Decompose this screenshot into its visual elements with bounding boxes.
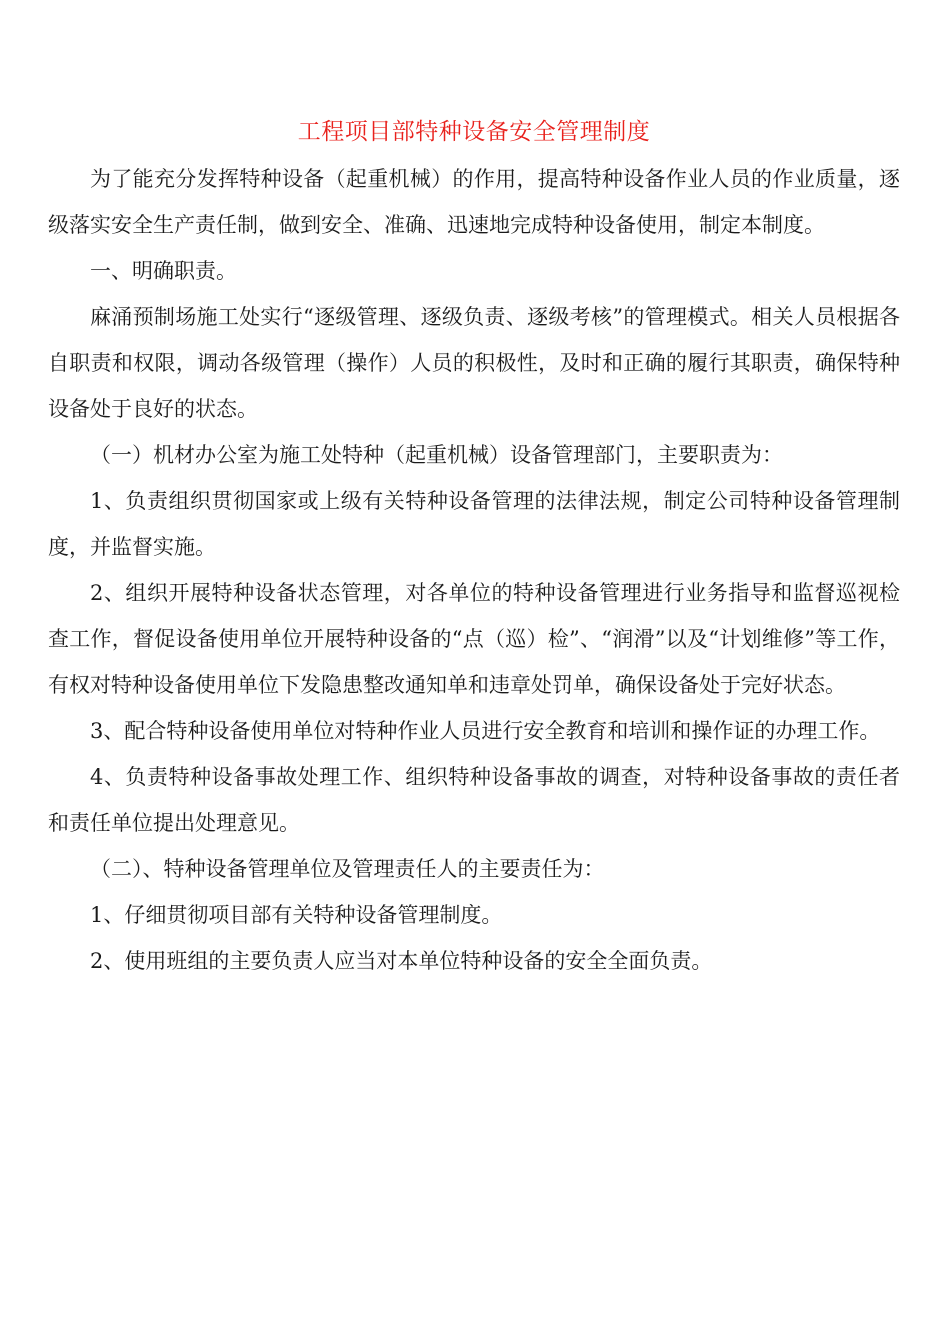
- responsibility-item-1: 1、仔细贯彻项目部有关特种设备管理制度。: [90, 903, 503, 927]
- duty-item-4: 4、负责特种设备事故处理工作、组织特种设备事故的调查，对特种设备事故的责任者和责任单位提出处理意见。: [48, 765, 900, 835]
- document-page: [48, 110, 900, 984]
- intro-paragraph: 为了能充分发挥特种设备（起重机械）的作用，提高特种设备作业人员的作业质量，逐级落实安全生产责任制，做到安全、准确、迅速地完成特种设备使用，制定本制度。: [48, 167, 900, 237]
- responsibility-item-2: 2、使用班组的主要负责人应当对本单位特种设备的安全全面负责。: [90, 949, 713, 973]
- subsection-heading-2: （二）、特种设备管理单位及管理责任人的主要责任为：: [90, 857, 605, 881]
- management-model-paragraph: 麻涌预制场施工处实行“逐级管理、逐级负责、逐级考核”的管理模式。相关人员根据各自职责和权限，调动各级管理（操作）人员的积极性，及时和正确的履行其职责，确保特种设备处于良好的状态。: [48, 305, 900, 421]
- duty-item-3: 3、配合特种设备使用单位对特种作业人员进行安全教育和培训和操作证的办理工作。: [90, 719, 881, 743]
- subsection-heading-1: （一）机材办公室为施工处特种（起重机械）设备管理部门，主要职责为：: [90, 443, 783, 467]
- duty-item-1: 1、负责组织贯彻国家或上级有关特种设备管理的法律法规，制定公司特种设备管理制度，并监督实施。: [48, 489, 900, 559]
- document-title: 工程项目部特种设备安全管理制度: [297, 119, 651, 145]
- duty-item-2: 2、组织开展特种设备状态管理，对各单位的特种设备管理进行业务指导和监督巡视检查工作，督促设备使用单位开展特种设备的“点（巡）检”、“润滑”以及“计划维修”等工作，有权对特种设备使用单位下发隐患整改通知单和违章处罚单，确保设备处于完好状态。: [48, 581, 900, 697]
- section-heading-1: 一、明确职责。: [90, 259, 237, 283]
